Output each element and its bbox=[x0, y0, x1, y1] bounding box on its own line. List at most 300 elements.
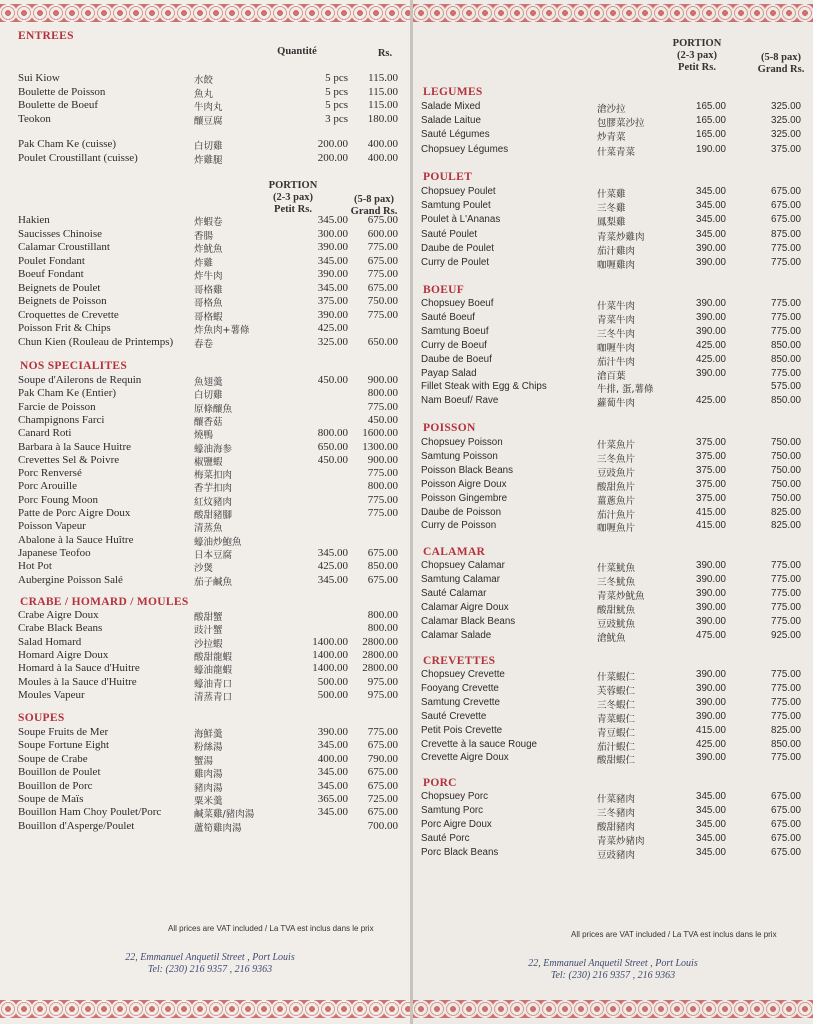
item-price-grand: 325.00 bbox=[771, 115, 801, 127]
item-price-grand: 775.00 bbox=[771, 752, 801, 764]
item-price-grand: 775.00 bbox=[367, 241, 398, 253]
decorative-border-bottom bbox=[0, 1000, 410, 1018]
item-chinese-name: 魚丸 bbox=[194, 88, 214, 100]
menu-item-row bbox=[18, 295, 402, 308]
item-price-petit: 415.00 bbox=[696, 724, 726, 736]
item-chinese-name: 蘿蔔牛肉 bbox=[597, 398, 636, 410]
item-price-petit: 390.00 bbox=[696, 311, 726, 323]
item-price-grand: 675.00 bbox=[367, 739, 398, 752]
item-name: Saucisses Chinoise bbox=[18, 227, 103, 240]
menu-item-row bbox=[18, 113, 402, 126]
item-price-grand: 775.00 bbox=[771, 325, 801, 337]
item-name: Chopsuey Poulet bbox=[421, 186, 496, 197]
item-price-petit: 345.00 bbox=[317, 281, 348, 294]
menu-item-row bbox=[18, 766, 402, 779]
portion-header-petit bbox=[258, 180, 328, 216]
item-price-grand: 800.00 bbox=[367, 387, 398, 400]
item-price-petit: 345.00 bbox=[317, 739, 348, 752]
item-price-grand: 2800.00 bbox=[362, 635, 398, 648]
menu-item-row bbox=[421, 298, 806, 311]
section-title-boeuf: BOEUF bbox=[423, 284, 465, 296]
item-name: Japanese Teofoo bbox=[18, 546, 91, 559]
item-chinese-name: 日本豆腐 bbox=[194, 549, 233, 561]
menu-item-row bbox=[18, 547, 402, 560]
menu-item-row bbox=[18, 427, 402, 440]
item-chinese-name: 豆豉魚片 bbox=[597, 467, 636, 479]
item-name: Beignets de Poisson bbox=[18, 295, 107, 307]
item-chinese-name: 滄沙拉 bbox=[597, 104, 626, 115]
item-price-grand: 850.00 bbox=[771, 395, 801, 407]
item-price-grand: 675.00 bbox=[367, 806, 398, 819]
item-price-grand: 900.00 bbox=[367, 453, 398, 466]
item-price-grand: 400.00 bbox=[367, 138, 398, 150]
item-name: Crevettes Sel & Poivre bbox=[18, 453, 120, 466]
item-price-petit: 375.00 bbox=[696, 492, 726, 504]
address-block bbox=[483, 958, 743, 982]
item-price-grand: 325.00 bbox=[771, 101, 801, 112]
menu-item-row bbox=[18, 322, 402, 335]
item-price-petit: 190.00 bbox=[696, 143, 726, 155]
menu-item-row bbox=[421, 340, 806, 353]
item-price-petit: 390.00 bbox=[696, 573, 726, 585]
item-price-petit: 415.00 bbox=[696, 520, 726, 532]
item-price-petit: 345.00 bbox=[317, 779, 348, 792]
item-price-grand: 775.00 bbox=[367, 493, 398, 506]
item-name: Daube de Boeuf bbox=[421, 353, 492, 365]
vat-note: All prices are VAT included / La TVA est inclus dans le prix bbox=[571, 930, 777, 939]
item-price-grand: 750.00 bbox=[771, 478, 801, 490]
item-name: Fillet Steak with Egg & Chips bbox=[421, 381, 547, 393]
item-price-grand: 115.00 bbox=[368, 85, 398, 98]
item-name: Curry de Boeuf bbox=[421, 339, 487, 351]
item-price-petit: 200.00 bbox=[317, 151, 348, 164]
item-chinese-name: 酸甜豬腳 bbox=[194, 510, 233, 521]
item-chinese-name: 酸甜蝦仁 bbox=[597, 755, 636, 767]
item-chinese-name: 蠔油炒鮑魚 bbox=[194, 536, 242, 548]
menu-item-row bbox=[421, 437, 806, 450]
item-chinese-name: 炸魚肉+薯條 bbox=[194, 325, 250, 336]
item-price-petit: 375.00 bbox=[317, 295, 348, 307]
item-price-grand: 600.00 bbox=[367, 227, 398, 240]
item-chinese-name: 炒青菜 bbox=[597, 132, 626, 144]
item-name: Sui Kiow bbox=[18, 72, 60, 84]
decorative-border-top bbox=[0, 4, 410, 22]
item-chinese-name: 沙拉蝦 bbox=[194, 638, 223, 650]
item-name: Pak Cham Ke (Entier) bbox=[18, 387, 117, 400]
item-price-petit: 800.00 bbox=[317, 427, 348, 440]
item-price-petit: 345.00 bbox=[696, 228, 726, 240]
item-price-petit: 450.00 bbox=[317, 374, 348, 386]
item-name: Homard à la Sauce d'Huitre bbox=[18, 662, 140, 675]
item-price-grand: 675.00 bbox=[367, 546, 398, 559]
address-street: 22, Emmanuel Anquetil Street , Port Louis bbox=[125, 952, 295, 963]
item-price-petit: 345.00 bbox=[317, 766, 348, 779]
item-price-petit: 425.00 bbox=[317, 322, 348, 334]
item-price-grand: 775.00 bbox=[367, 467, 398, 480]
menu-item-row bbox=[421, 312, 806, 325]
item-name: Champignons Farci bbox=[18, 413, 105, 426]
item-chinese-name: 三冬魚片 bbox=[597, 453, 636, 465]
item-chinese-name: 蠔油青口 bbox=[194, 678, 233, 690]
item-name: Bouillon de Porc bbox=[18, 779, 93, 792]
menu-item-row bbox=[421, 200, 806, 213]
item-name: Soupe Fortune Eight bbox=[18, 739, 110, 752]
item-name: Beignets de Poulet bbox=[18, 281, 101, 294]
item-name: Chopsuey Crevette bbox=[421, 669, 505, 680]
item-name: Hot Pot bbox=[18, 560, 52, 573]
item-name: Crabe Aigre Doux bbox=[18, 609, 99, 621]
item-chinese-name: 梅菜扣肉 bbox=[194, 470, 233, 482]
menu-item-row bbox=[18, 609, 402, 622]
item-price-grand: 750.00 bbox=[771, 450, 801, 462]
item-price-petit: 345.00 bbox=[696, 833, 726, 844]
item-price-grand: 850.00 bbox=[367, 560, 398, 573]
menu-item-row bbox=[18, 414, 402, 427]
item-chinese-name: 茄汁雞肉 bbox=[597, 245, 636, 257]
item-name: Petit Pois Crevette bbox=[421, 724, 503, 736]
portion-label: PORTION bbox=[268, 180, 318, 191]
menu-item-row bbox=[421, 257, 806, 270]
item-name: Boulette de Boeuf bbox=[18, 99, 99, 111]
item-chinese-name: 炸雞 bbox=[194, 257, 214, 269]
item-chinese-name: 水餃 bbox=[194, 75, 214, 86]
section-title-legumes: LEGUMES bbox=[423, 86, 483, 98]
item-name: Barbara à la Sauce Huitre bbox=[18, 440, 131, 453]
item-price-petit: 400.00 bbox=[317, 752, 348, 765]
menu-item-row bbox=[18, 401, 402, 414]
item-price-grand: 900.00 bbox=[367, 374, 398, 386]
item-price-petit: 390.00 bbox=[696, 752, 726, 764]
section-title-poulet: POULET bbox=[423, 171, 473, 183]
menu-item-row bbox=[18, 726, 402, 739]
item-name: Chopsuey Porc bbox=[421, 791, 488, 802]
portion-petit-label: Petit Rs. bbox=[274, 204, 312, 215]
item-chinese-name: 釀豆腐 bbox=[194, 115, 223, 127]
menu-item-row bbox=[18, 454, 402, 467]
portion-header-grand bbox=[749, 52, 813, 76]
menu-item-row bbox=[18, 336, 402, 349]
item-name: Sauté Porc bbox=[421, 833, 470, 844]
item-price-petit: 375.00 bbox=[696, 437, 726, 448]
item-chinese-name: 青豆蝦仁 bbox=[597, 727, 636, 739]
item-price-grand: 775.00 bbox=[771, 298, 801, 309]
item-chinese-name: 三冬蝦仁 bbox=[597, 699, 636, 711]
item-name: Pak Cham Ke (cuisse) bbox=[18, 138, 117, 150]
item-chinese-name: 什菜青菜 bbox=[597, 146, 636, 158]
item-name: Poulet Fondant bbox=[18, 254, 85, 267]
item-name: Porc Renversé bbox=[18, 467, 82, 480]
item-chinese-name: 釀香菇 bbox=[194, 416, 223, 428]
item-name: Abalone à la Sauce Huître bbox=[18, 533, 134, 546]
item-price-petit: 5 pcs bbox=[325, 99, 348, 111]
item-chinese-name: 三冬豬肉 bbox=[597, 808, 636, 819]
item-price-grand: 800.00 bbox=[367, 609, 398, 621]
item-price-grand: 975.00 bbox=[367, 675, 398, 688]
item-price-grand: 450.00 bbox=[367, 413, 398, 426]
col-header-rs: Rs. bbox=[377, 48, 393, 59]
item-price-grand: 775.00 bbox=[771, 242, 801, 254]
item-chinese-name: 海鮮羹 bbox=[194, 729, 223, 740]
item-price-grand: 775.00 bbox=[771, 560, 801, 571]
item-name: Canard Roti bbox=[18, 427, 72, 440]
item-chinese-name: 炸魷魚 bbox=[194, 244, 223, 255]
item-chinese-name: 薑蔥魚片 bbox=[597, 495, 636, 507]
menu-item-row bbox=[18, 152, 402, 165]
item-price-grand: 675.00 bbox=[771, 791, 801, 802]
item-price-petit: 375.00 bbox=[696, 450, 726, 462]
item-name: Fooyang Crevette bbox=[421, 682, 499, 694]
item-name: Samtung Crevette bbox=[421, 696, 500, 708]
item-price-petit: 165.00 bbox=[696, 101, 726, 112]
menu-item-row bbox=[421, 115, 806, 128]
menu-item-row bbox=[421, 630, 806, 643]
item-price-grand: 650.00 bbox=[367, 335, 398, 348]
item-chinese-name: 芙蓉蝦仁 bbox=[597, 685, 636, 697]
item-name: Crevette Aigre Doux bbox=[421, 752, 509, 764]
item-price-petit: 200.00 bbox=[317, 138, 348, 150]
menu-item-row bbox=[18, 228, 402, 241]
item-price-petit: 390.00 bbox=[696, 682, 726, 694]
item-price-petit: 345.00 bbox=[317, 214, 348, 226]
item-name: Porc Foung Moon bbox=[18, 493, 99, 506]
menu-item-row bbox=[18, 780, 402, 793]
item-chinese-name: 牛排, 蛋,薯條 bbox=[597, 384, 654, 396]
item-price-petit: 345.00 bbox=[317, 546, 348, 559]
item-price-grand: 825.00 bbox=[771, 506, 801, 518]
item-chinese-name: 酸甜魷魚 bbox=[597, 604, 636, 616]
portion-grand-label: Grand Rs. bbox=[350, 206, 398, 217]
item-price-grand: 775.00 bbox=[771, 696, 801, 708]
item-name: Soupe Fruits de Mer bbox=[18, 726, 109, 738]
item-name: Poulet Croustillant (cuisse) bbox=[18, 151, 138, 164]
item-price-grand: 825.00 bbox=[771, 520, 801, 532]
item-name: Samtung Boeuf bbox=[421, 325, 489, 337]
item-chinese-name: 酸甜龍蝦 bbox=[194, 651, 233, 663]
item-chinese-name: 香腸 bbox=[194, 230, 214, 242]
item-price-petit: 3 pcs bbox=[325, 112, 348, 125]
menu-item-row bbox=[18, 441, 402, 454]
item-price-petit: 1400.00 bbox=[312, 662, 348, 675]
item-price-grand: 775.00 bbox=[771, 669, 801, 680]
item-price-grand: 675.00 bbox=[771, 805, 801, 816]
menu-item-row bbox=[421, 451, 806, 464]
item-price-petit: 300.00 bbox=[317, 227, 348, 240]
item-price-grand: 750.00 bbox=[367, 295, 398, 307]
menu-item-row bbox=[18, 282, 402, 295]
item-price-grand: 675.00 bbox=[367, 214, 398, 226]
item-name: Salad Homard bbox=[18, 635, 82, 648]
item-price-petit: 345.00 bbox=[696, 819, 726, 830]
item-price-petit: 345.00 bbox=[317, 806, 348, 819]
menu-item-row bbox=[421, 697, 806, 710]
item-price-grand: 775.00 bbox=[367, 308, 398, 321]
item-chinese-name: 燒鴨 bbox=[194, 430, 214, 442]
item-price-petit: 425.00 bbox=[696, 738, 726, 750]
item-chinese-name: 蘆筍雞肉湯 bbox=[194, 822, 242, 834]
item-name: Poisson Aigre Doux bbox=[421, 478, 507, 490]
item-chinese-name: 炸牛肉 bbox=[194, 271, 223, 282]
item-name: Curry de Poulet bbox=[421, 257, 490, 268]
portion-pax-large: (5-8 pax) bbox=[354, 194, 394, 205]
item-chinese-name: 粉絲湯 bbox=[194, 742, 223, 754]
item-price-petit: 390.00 bbox=[696, 669, 726, 680]
item-price-grand: 700.00 bbox=[367, 819, 398, 832]
item-price-grand: 675.00 bbox=[367, 779, 398, 792]
item-chinese-name: 滄百葉 bbox=[597, 370, 626, 382]
item-chinese-name: 炸蝦卷 bbox=[194, 217, 223, 228]
menu-item-row bbox=[421, 819, 806, 832]
portion-label: PORTION bbox=[672, 38, 722, 49]
menu-item-row bbox=[18, 820, 402, 833]
menu-item-row bbox=[18, 309, 402, 322]
item-price-grand: 180.00 bbox=[367, 112, 398, 125]
item-chinese-name: 什菜雞 bbox=[597, 189, 626, 200]
item-price-petit: 425.00 bbox=[696, 353, 726, 365]
item-chinese-name: 豆豉魷魚 bbox=[597, 618, 636, 630]
menu-item-row bbox=[18, 560, 402, 573]
menu-item-row bbox=[421, 739, 806, 752]
item-price-petit: 425.00 bbox=[696, 339, 726, 351]
item-name: Chopsuey Légumes bbox=[421, 143, 509, 155]
item-name: Moules Vapeur bbox=[18, 688, 85, 701]
menu-item-row bbox=[421, 805, 806, 818]
item-price-grand: 875.00 bbox=[771, 228, 801, 240]
item-price-petit: 375.00 bbox=[696, 464, 726, 476]
menu-item-row bbox=[18, 241, 402, 254]
item-price-grand: 400.00 bbox=[367, 151, 398, 164]
menu-item-row bbox=[421, 616, 806, 629]
item-name: Samtung Poisson bbox=[421, 450, 498, 462]
decorative-border-top bbox=[413, 4, 813, 22]
item-price-petit: 415.00 bbox=[696, 506, 726, 518]
item-price-petit: 390.00 bbox=[317, 726, 348, 738]
portion-pax-small: (2-3 pax) bbox=[273, 192, 313, 203]
item-chinese-name: 炸雞腿 bbox=[194, 154, 223, 166]
item-price-grand: 750.00 bbox=[771, 437, 801, 448]
address-street: 22, Emmanuel Anquetil Street , Port Louis bbox=[528, 958, 698, 969]
item-chinese-name: 哥格雞 bbox=[194, 284, 223, 296]
menu-item-row bbox=[421, 669, 806, 682]
item-price-petit: 345.00 bbox=[696, 805, 726, 816]
item-chinese-name: 原條釀魚 bbox=[194, 403, 233, 415]
item-chinese-name: 青菜炒雞肉 bbox=[597, 231, 645, 243]
menu-item-row bbox=[421, 354, 806, 367]
item-price-petit: 345.00 bbox=[696, 200, 726, 212]
item-price-grand: 850.00 bbox=[771, 738, 801, 750]
portion-pax-small: (2-3 pax) bbox=[677, 50, 717, 61]
item-price-petit: 375.00 bbox=[696, 478, 726, 490]
item-chinese-name: 蟹湯 bbox=[194, 755, 214, 767]
item-price-grand: 575.00 bbox=[771, 381, 801, 393]
item-price-petit: 345.00 bbox=[696, 214, 726, 226]
item-chinese-name: 茄汁蝦仁 bbox=[597, 741, 636, 753]
menu-item-row bbox=[18, 214, 402, 227]
item-chinese-name: 紅炆豬肉 bbox=[194, 496, 233, 508]
portion-header-petit bbox=[659, 38, 735, 74]
item-name: Chopsuey Calamar bbox=[421, 560, 505, 571]
item-price-grand: 775.00 bbox=[771, 311, 801, 323]
item-price-petit: 450.00 bbox=[317, 453, 348, 466]
item-name: Farcie de Poisson bbox=[18, 400, 96, 413]
item-price-grand: 850.00 bbox=[771, 339, 801, 351]
item-price-petit: 390.00 bbox=[696, 242, 726, 254]
item-chinese-name: 白切雞 bbox=[194, 141, 223, 152]
menu-item-row bbox=[421, 791, 806, 804]
item-chinese-name: 茄子鹹魚 bbox=[194, 576, 233, 588]
item-price-grand: 675.00 bbox=[367, 281, 398, 294]
item-name: Bouillon Ham Choy Poulet/Porc bbox=[18, 806, 162, 819]
item-price-grand: 775.00 bbox=[771, 367, 801, 379]
menu-item-row bbox=[421, 588, 806, 601]
item-price-grand: 675.00 bbox=[771, 214, 801, 226]
item-name: Soupe d'Ailerons de Requin bbox=[18, 374, 142, 386]
item-price-grand: 675.00 bbox=[367, 254, 398, 267]
item-price-grand: 675.00 bbox=[367, 766, 398, 779]
item-name: Boulette de Poisson bbox=[18, 85, 106, 98]
item-price-petit: 500.00 bbox=[317, 675, 348, 688]
item-price-grand: 675.00 bbox=[771, 819, 801, 830]
item-name: Crevette à la sauce Rouge bbox=[421, 738, 537, 750]
item-price-grand: 790.00 bbox=[367, 752, 398, 765]
menu-item-row bbox=[18, 636, 402, 649]
item-price-petit: 390.00 bbox=[317, 241, 348, 253]
item-chinese-name: 什菜魷魚 bbox=[597, 563, 636, 574]
item-name: Samtung Porc bbox=[421, 805, 484, 816]
item-chinese-name: 咖喱魚片 bbox=[597, 523, 636, 535]
item-price-petit: 475.00 bbox=[696, 629, 726, 641]
menu-item-row bbox=[421, 129, 806, 142]
item-price-petit: 390.00 bbox=[696, 298, 726, 309]
section-title-calamar: CALAMAR bbox=[423, 546, 486, 558]
item-price-grand: 800.00 bbox=[367, 622, 398, 635]
item-name: Soupe de Crabe bbox=[18, 752, 88, 765]
item-name: Poulet à L'Ananas bbox=[421, 214, 501, 226]
item-chinese-name: 茄汁魚片 bbox=[597, 509, 636, 521]
item-price-grand: 675.00 bbox=[771, 833, 801, 844]
item-chinese-name: 青菜炒豬肉 bbox=[597, 836, 645, 847]
item-price-grand: 775.00 bbox=[367, 726, 398, 738]
item-chinese-name: 蠔油海参 bbox=[194, 443, 233, 455]
menu-item-row bbox=[421, 574, 806, 587]
item-name: Curry de Poisson bbox=[421, 520, 497, 532]
item-chinese-name: 白切雞 bbox=[194, 390, 223, 402]
item-price-petit: 390.00 bbox=[696, 560, 726, 571]
item-name: Poisson Gingembre bbox=[421, 492, 508, 504]
item-name: Porc Arouille bbox=[18, 480, 77, 493]
item-price-petit: 325.00 bbox=[317, 335, 348, 348]
item-price-petit: 345.00 bbox=[696, 186, 726, 197]
item-name: Crabe Black Beans bbox=[18, 622, 103, 635]
item-price-grand: 775.00 bbox=[367, 507, 398, 519]
item-name: Chopsuey Boeuf bbox=[421, 298, 494, 309]
item-price-petit: 390.00 bbox=[317, 268, 348, 280]
item-price-grand: 750.00 bbox=[771, 464, 801, 476]
menu-item-row bbox=[421, 101, 806, 114]
item-name: Moules à la Sauce d'Huitre bbox=[18, 675, 137, 688]
menu-item-row bbox=[421, 479, 806, 492]
item-chinese-name: 包膠菜沙拉 bbox=[597, 118, 645, 130]
menu-item-row bbox=[421, 243, 806, 256]
item-chinese-name: 咖喱雞肉 bbox=[597, 260, 636, 271]
item-price-grand: 775.00 bbox=[367, 268, 398, 280]
menu-item-row bbox=[18, 520, 402, 533]
item-price-petit: 1400.00 bbox=[312, 648, 348, 661]
menu-item-row bbox=[18, 480, 402, 493]
item-price-petit: 650.00 bbox=[317, 440, 348, 453]
item-name: Sauté Légumes bbox=[421, 129, 490, 141]
item-price-grand: 725.00 bbox=[367, 793, 398, 805]
item-chinese-name: 青菜蝦仁 bbox=[597, 713, 636, 725]
